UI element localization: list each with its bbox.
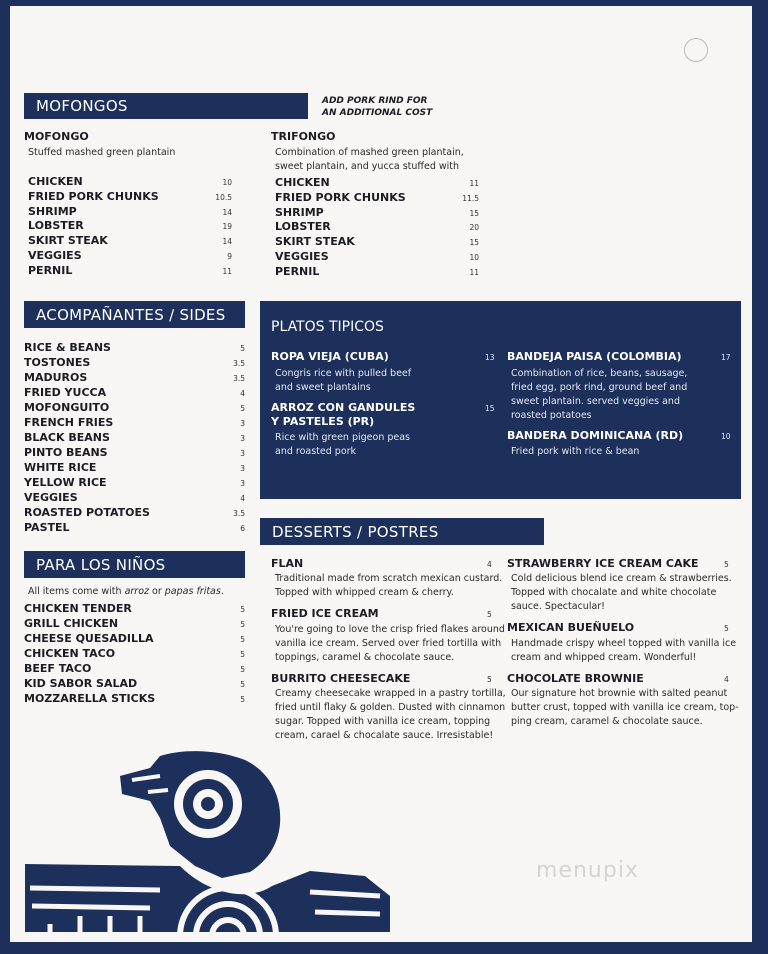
desc-line: fried egg, pork rind, ground beef and	[511, 382, 688, 393]
list-item	[24, 662, 245, 677]
desc-line: and roasted pork	[275, 446, 357, 457]
list-item	[24, 491, 245, 506]
desc-line: Traditional made from scratch mexican custard.	[275, 573, 503, 584]
item-name: MADUROS	[24, 371, 88, 384]
bandera-price: 10	[721, 432, 731, 441]
bandeja-paisa-desc	[511, 367, 687, 423]
brownie-heading: CHOCOLATE BROWNIE	[507, 672, 644, 685]
brownie-desc	[511, 687, 739, 729]
item-name: CHICKEN TENDER	[24, 602, 132, 615]
list-item	[24, 431, 245, 446]
list-item	[24, 506, 245, 521]
kids-note-text: or	[149, 586, 165, 597]
bunuelo-price: 5	[724, 624, 729, 633]
item-price: 5	[240, 404, 245, 413]
platos-tipicos-panel	[260, 301, 741, 499]
item-name: MOZZARELLA STICKS	[24, 692, 156, 705]
list-item	[28, 205, 232, 219]
kids-note-text: .	[220, 586, 224, 597]
mofongo-heading: MOFONGO	[24, 130, 89, 143]
desc-line: You're going to love the crisp fried flakes around	[275, 624, 505, 635]
flan-price: 4	[487, 560, 492, 569]
arroz-desc	[275, 431, 410, 459]
item-name: WHITE RICE	[24, 461, 97, 474]
brownie-price: 4	[724, 675, 729, 684]
item-price: 4	[240, 494, 245, 503]
item-price: 3	[240, 464, 245, 473]
list-item	[24, 356, 245, 371]
item-price: 6	[240, 524, 245, 533]
ropa-vieja-price: 13	[485, 353, 495, 362]
item-name: FRIED PORK CHUNKS	[28, 190, 159, 203]
desc-line: and sweet plantains	[275, 382, 371, 393]
desc-line: Rice with green pigeon peas	[275, 432, 411, 443]
list-item	[24, 416, 245, 431]
burrito-cheesecake-heading: BURRITO CHEESECAKE	[271, 672, 411, 685]
list-item	[24, 371, 245, 386]
item-name: LOBSTER	[275, 220, 331, 233]
bandeja-paisa-price: 17	[721, 353, 731, 362]
desserts-title: DESSERTS / POSTRES	[272, 522, 439, 541]
item-name: SHRIMP	[275, 206, 324, 219]
list-item	[24, 521, 245, 536]
item-name: PASTEL	[24, 521, 70, 534]
item-name: CHICKEN	[28, 175, 83, 188]
kids-list	[24, 602, 245, 707]
kids-note-italic: arroz	[124, 586, 149, 597]
item-name: KID SABOR SALAD	[24, 677, 138, 690]
item-price: 11	[222, 267, 232, 276]
item-name: FRIED YUCCA	[24, 386, 107, 399]
burrito-cheesecake-price: 5	[487, 675, 492, 684]
list-item	[28, 175, 232, 190]
desc-line: butter crust, topped with vanilla ice cream, top-	[511, 702, 739, 713]
list-item	[275, 206, 479, 220]
item-price: 3.5	[233, 359, 245, 368]
item-price: 10	[469, 253, 479, 262]
list-item	[24, 632, 245, 647]
list-item	[24, 677, 245, 692]
item-price: 3	[240, 419, 245, 428]
menu-page	[10, 6, 752, 942]
item-price: 3.5	[233, 374, 245, 383]
list-item	[24, 647, 245, 662]
desc-line: vanilla ice cream. Served over fried tortilla with	[275, 638, 502, 649]
item-name: BLACK BEANS	[24, 431, 110, 444]
platos-title: PLATOS TIPICOS	[271, 319, 384, 335]
list-item	[28, 190, 232, 205]
fried-ice-cream-desc	[275, 623, 505, 665]
item-price: 10	[222, 178, 232, 187]
flan-desc	[275, 572, 502, 600]
note-line-2: AN ADDITIONAL COST	[322, 108, 433, 118]
item-name: MOFONGUITO	[24, 401, 110, 414]
list-item	[275, 250, 479, 265]
item-name: TOSTONES	[24, 356, 91, 369]
right-edge-strip	[752, 0, 768, 954]
bandera-desc	[511, 445, 639, 459]
ropa-vieja-heading: ROPA VIEJA (CUBA)	[271, 350, 389, 363]
mofongos-title: MOFONGOS	[36, 97, 128, 115]
list-item	[24, 446, 245, 461]
list-item	[24, 341, 245, 356]
item-price: 9	[227, 252, 232, 261]
desc-line: sauce. Spectacular!	[511, 601, 605, 612]
list-item	[275, 235, 479, 250]
item-price: 5	[240, 620, 245, 629]
flan-heading: FLAN	[271, 557, 304, 570]
item-name: SKIRT STEAK	[275, 235, 355, 248]
mofongo-list	[28, 175, 232, 279]
sides-list	[24, 341, 245, 536]
list-item	[24, 401, 245, 416]
list-item	[24, 461, 245, 476]
item-name: FRIED PORK CHUNKS	[275, 191, 406, 204]
item-name: SHRIMP	[28, 205, 77, 218]
desc-line: Combination of rice, beans, sausage,	[511, 368, 688, 379]
item-name: RICE & BEANS	[24, 341, 111, 354]
list-item	[24, 476, 245, 491]
item-price: 5	[240, 665, 245, 674]
desc-line: Topped with whipped cream & cherry.	[275, 587, 454, 598]
bandeja-paisa-heading: BANDEJA PAISA (COLOMBIA)	[507, 350, 682, 363]
item-name: LOBSTER	[28, 219, 84, 232]
desc-line: Creamy cheesecake wrapped in a pastry tortilla,	[275, 688, 506, 699]
desc-line: Fried pork with rice & bean	[511, 446, 640, 457]
item-price: 3	[240, 434, 245, 443]
item-name: CHEESE QUESADILLA	[24, 632, 154, 645]
menupix-watermark: menupix	[536, 858, 639, 883]
item-name: PINTO BEANS	[24, 446, 108, 459]
list-item	[275, 191, 479, 206]
item-name: VEGGIES	[275, 250, 329, 263]
arroz-heading	[271, 401, 415, 429]
list-item	[24, 386, 245, 401]
item-name: CHICKEN	[275, 176, 330, 189]
trifongo-list	[275, 176, 479, 280]
list-item	[28, 264, 232, 279]
bandera-heading: BANDERA DOMINICANA (RD)	[507, 429, 684, 442]
trifongo-desc: Combination of mashed green plantain, sweet plantain, and yucca stuffed with	[275, 147, 464, 172]
item-price: 14	[222, 237, 232, 246]
desc-line: sweet plantain. served veggies and	[511, 396, 680, 407]
desc-line: Handmade crispy wheel topped with vanilla ice	[511, 638, 737, 649]
desc-line: cream, carael & chocalate sauce. Irresistable!	[275, 730, 494, 741]
item-price: 20	[469, 223, 479, 232]
bunuelo-desc	[511, 637, 736, 665]
desc-line: Our signature hot brownie with salted peanut	[511, 688, 728, 699]
item-price: 14	[222, 208, 232, 217]
desc-line: fried until flaky & golden. Dusted with cinnamon	[275, 702, 506, 713]
item-name: CHICKEN TACO	[24, 647, 116, 660]
item-name: YELLOW RICE	[24, 476, 107, 489]
desc-line: cream and whipped cream. Wonderful!	[511, 652, 697, 663]
strawberry-cake-desc	[511, 572, 732, 614]
item-name: ROASTED POTATOES	[24, 506, 150, 519]
item-price: 5	[240, 650, 245, 659]
item-price: 19	[222, 222, 232, 231]
item-price: 5	[240, 635, 245, 644]
item-price: 3	[240, 449, 245, 458]
list-item	[24, 692, 245, 707]
desc-line: Cold delicious blend ice cream & strawberries.	[511, 573, 732, 584]
item-price: 5	[240, 605, 245, 614]
list-item	[28, 234, 232, 249]
list-item	[275, 220, 479, 235]
mofongo-desc: Stuffed mashed green plantain	[28, 147, 176, 158]
list-item	[24, 617, 245, 632]
item-name: FRENCH FRIES	[24, 416, 114, 429]
sides-title: ACOMPAÑANTES / SIDES	[36, 305, 226, 324]
item-name: SKIRT STEAK	[28, 234, 108, 247]
kids-note	[28, 585, 248, 599]
item-price: 5	[240, 680, 245, 689]
item-price: 15	[469, 238, 479, 247]
circle-icon	[684, 38, 708, 62]
bunuelo-heading: MEXICAN BUEÑUELO	[507, 621, 635, 634]
trifongo-heading: TRIFONGO	[271, 130, 336, 143]
item-price: 10.5	[215, 193, 232, 202]
strawberry-cake-heading: STRAWBERRY ICE CREAM CAKE	[507, 557, 699, 570]
arroz-price: 15	[485, 404, 495, 413]
item-price: 4	[240, 389, 245, 398]
item-price: 5	[240, 344, 245, 353]
desc-line: sugar. Topped with vanilla ice cream, topping	[275, 716, 491, 727]
item-name: BEEF TACO	[24, 662, 92, 675]
kids-title: PARA LOS NIÑOS	[36, 555, 166, 574]
heading-line: Y PASTELES (PR)	[271, 415, 375, 428]
list-item	[28, 219, 232, 234]
strawberry-cake-price: 5	[724, 560, 729, 569]
list-item	[275, 176, 479, 191]
fried-ice-cream-price: 5	[487, 610, 492, 619]
heading-line: ARROZ CON GANDULES	[271, 401, 416, 414]
burrito-cheesecake-desc	[275, 687, 506, 743]
item-price: 5	[240, 695, 245, 704]
item-price: 3.5	[233, 509, 245, 518]
desserts-banner	[260, 518, 544, 545]
desc-line: Topped with chocalate and white chocolate	[511, 587, 717, 598]
list-item	[275, 265, 479, 280]
list-item	[24, 602, 245, 617]
desc-line: roasted potatoes	[511, 410, 592, 421]
ropa-vieja-desc	[275, 367, 411, 395]
desc-line: Congris rice with pulled beef	[275, 368, 412, 379]
kids-note-text: All items come with	[28, 586, 125, 597]
item-name: VEGGIES	[28, 249, 82, 262]
mofongos-banner	[24, 93, 308, 119]
note-line-1: ADD PORK RIND FOR	[322, 96, 428, 106]
kids-banner	[24, 551, 245, 578]
item-name: GRILL CHICKEN	[24, 617, 119, 630]
item-price: 3	[240, 479, 245, 488]
fried-ice-cream-heading: FRIED ICE CREAM	[271, 607, 379, 620]
item-price: 11	[469, 179, 479, 188]
list-item	[28, 249, 232, 264]
item-name: VEGGIES	[24, 491, 78, 504]
kids-note-italic: papas fritas	[164, 586, 221, 597]
sides-banner	[24, 301, 245, 328]
bird-logo-icon	[10, 746, 410, 942]
item-price: 11.5	[462, 194, 479, 203]
desc-line: ping cream, caramel & chocolate sauce.	[511, 716, 703, 727]
item-name: PERNIL	[28, 264, 73, 277]
pork-rind-note	[322, 95, 432, 119]
item-price: 11	[469, 268, 479, 277]
desc-line: toppings, caramel & chocolate sauce.	[275, 652, 455, 663]
item-price: 15	[469, 209, 479, 218]
item-name: PERNIL	[275, 265, 320, 278]
